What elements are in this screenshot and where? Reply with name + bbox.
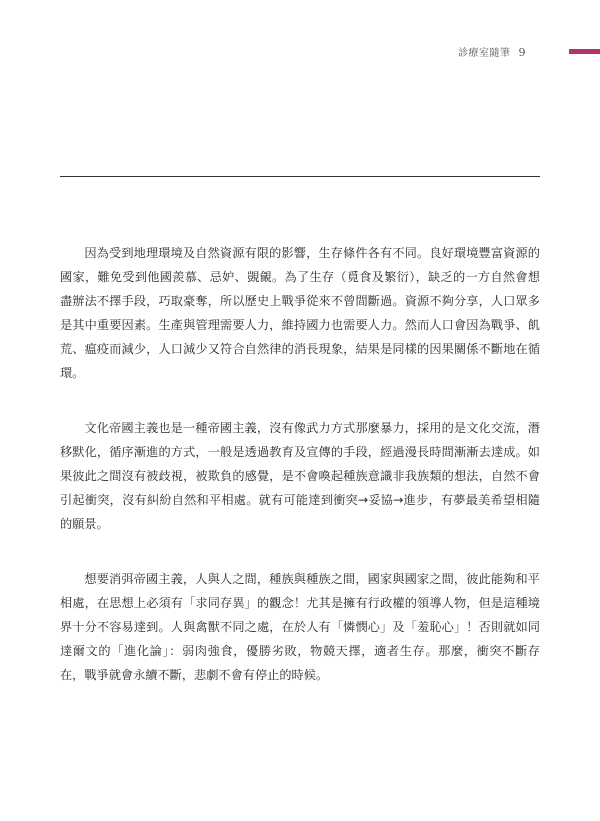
- paragraph-3: 想要消弭帝國主義，人與人之間，種族與種族之間，國家與國家之間，彼此能夠和平相處，在思想上必須有「求同存異」的觀念！尤其是擁有行政權的領導人物，但是這種境界十分不容易達到。人與禽獸不同之處，在於人有「憐憫心」及「羞恥心」！否則就如同達爾文的「進化論」：弱肉強食，優勝劣敗，物競天擇，適者生存。那麼，衝突不斷存在，戰爭就會永續不斷，悲劇不會有停止的時候。: [60, 572, 540, 682]
- running-head: [458, 44, 526, 59]
- paragraph-1: 因為受到地理環境及自然資源有限的影響，生存條件各有不同。良好環境豐富資源的國家，難免受到他國羨慕、忌妒、覬覦。為了生存（覓食及繁衍），缺乏的一方自然會想盡辦法不擇手段，巧取豪奪，所以歷史上戰爭從來不曾間斷過。資源不夠分享，人口眾多是其中重要因素。生產與管理需要人力，維持國力也需要人力。然而人口會因為戰爭、飢荒、瘟疫而減少，人口減少又符合自然律的消長現象，結果是同樣的因果關係不斷地在循環。: [60, 246, 540, 380]
- book-title: 診療室隨筆: [458, 48, 511, 59]
- page-number: 9: [518, 46, 526, 59]
- accent-bar: [569, 49, 600, 54]
- body-text: [60, 241, 540, 718]
- header-rule: [60, 176, 540, 177]
- paragraph-2: 文化帝國主義也是一種帝國主義，沒有像武力方式那麼暴力，採用的是文化交流，潛移默化，循序漸進的方式，一般是透過教育及宣傳的手段，經過漫長時間漸漸去達成。如果彼此之間沒有被歧視，被欺負的感覺，是不會喚起種族意識非我族類的想法，自然不會引起衝突，沒有糾紛自然和平相處。就有可能達到衝突→妥協→進步，有夢最美希望相隨的願景。: [60, 421, 540, 531]
